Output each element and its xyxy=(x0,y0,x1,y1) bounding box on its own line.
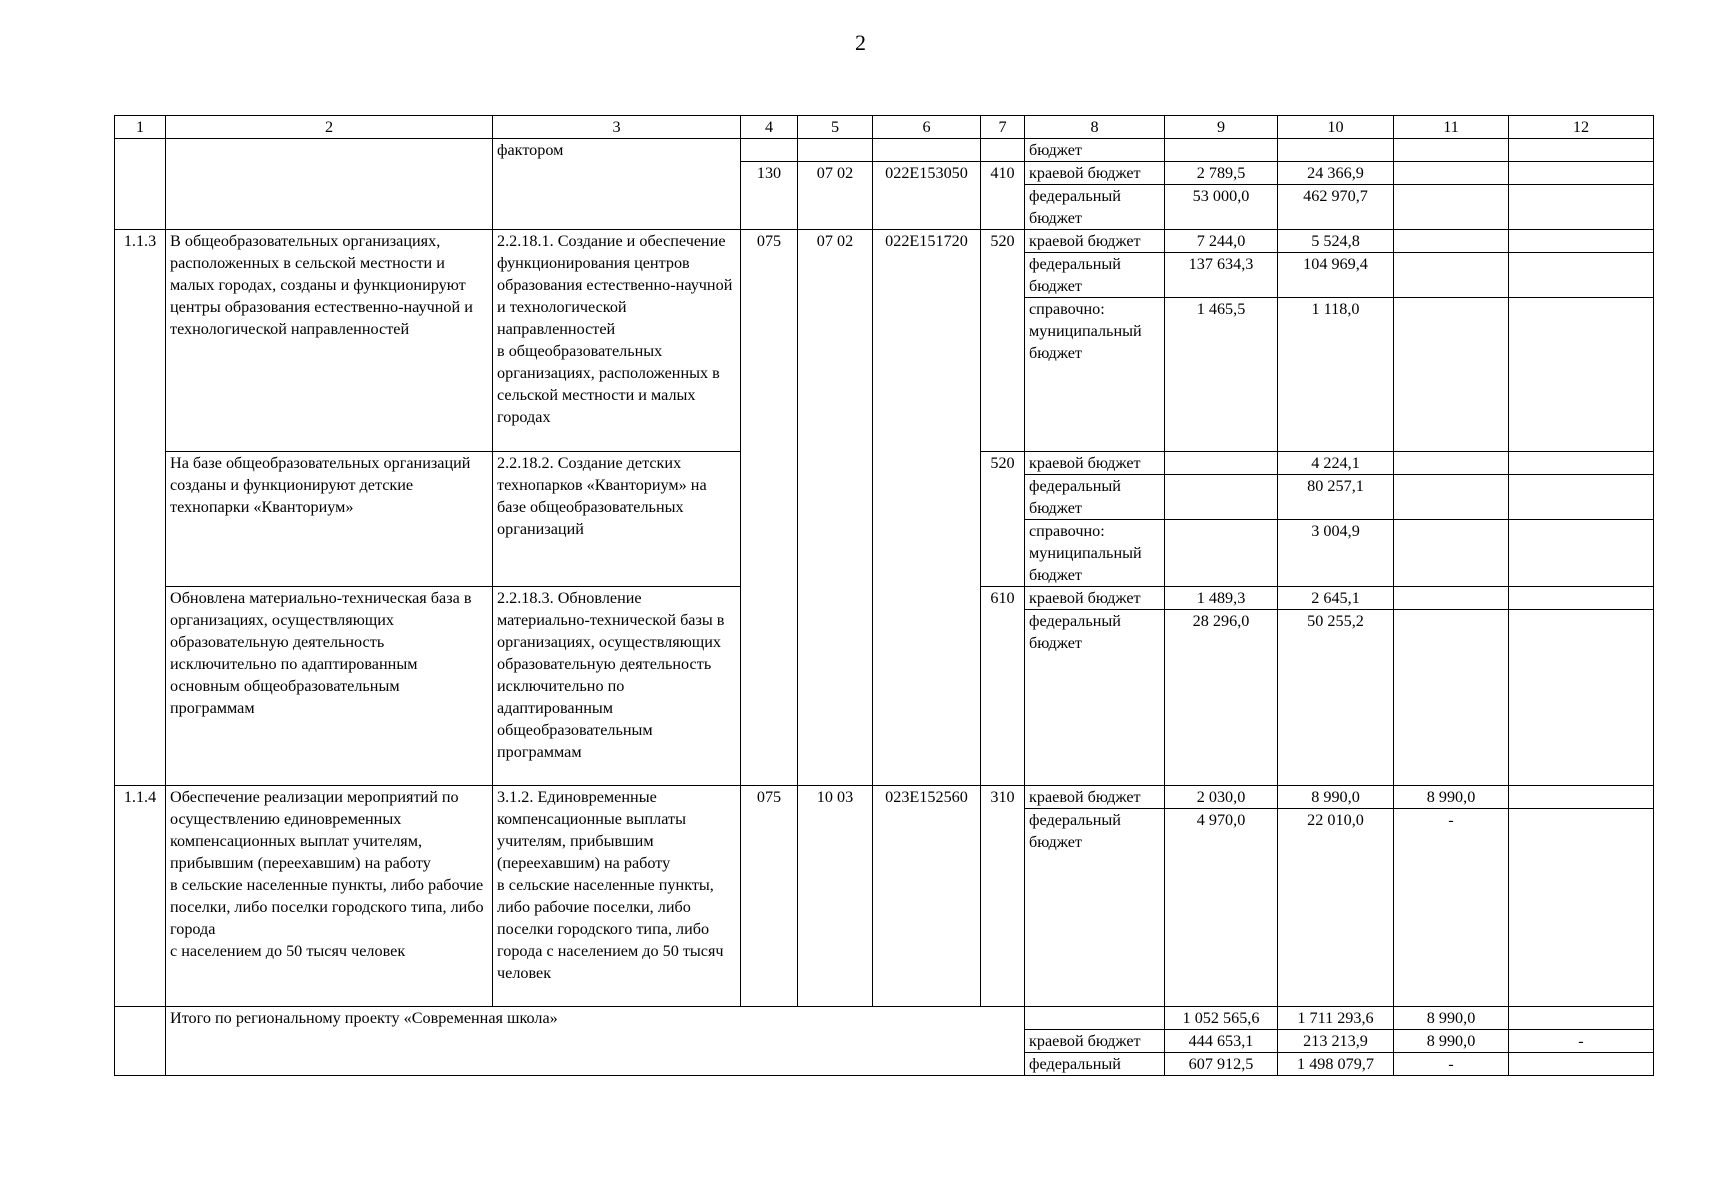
target-article-cell xyxy=(873,139,981,162)
result-cell: В общеобразовательных организациях, расположенных в сельской местности и малых городах, созданы и функционируют центры образования естественно-научной и технологической направленностей xyxy=(166,230,493,452)
value-cell: 4 970,0 xyxy=(1165,809,1278,1007)
target-article-cell: 022E153050 xyxy=(873,162,981,230)
value-cell: - xyxy=(1394,1053,1509,1076)
value-cell xyxy=(1394,610,1509,786)
value-cell xyxy=(1509,253,1654,298)
section-cell: 07 02 xyxy=(798,230,873,786)
header-cell: 3 xyxy=(493,116,741,139)
measure-cell: 2.2.18.1. Создание и обеспечение функционирования центров образования естественно-научной и технологической направленностей в общеобразовательных организациях, расположенных в сельской местности и малых городах xyxy=(493,230,741,452)
source-cell: краевой бюджет xyxy=(1025,786,1165,809)
value-cell: 444 653,1 xyxy=(1165,1030,1278,1053)
section-cell xyxy=(798,139,873,162)
value-cell xyxy=(1394,139,1509,162)
value-cell xyxy=(1509,139,1654,162)
header-row xyxy=(115,116,1654,139)
source-cell: справочно: муниципальный бюджет xyxy=(1025,520,1165,587)
value-cell: 2 030,0 xyxy=(1165,786,1278,809)
value-cell: 28 296,0 xyxy=(1165,610,1278,786)
value-cell: 22 010,0 xyxy=(1278,809,1394,1007)
header-cell: 4 xyxy=(741,116,798,139)
value-cell: 213 213,9 xyxy=(1278,1030,1394,1053)
value-cell xyxy=(1509,1053,1654,1076)
value-cell: 2 789,5 xyxy=(1165,162,1278,185)
result-cell: На базе общеобразовательных организаций созданы и функционируют детские технопарки «Кванториум» xyxy=(166,452,493,587)
target-article-cell: 022E151720 xyxy=(873,230,981,786)
row-number-cell xyxy=(115,139,166,230)
expense-type-cell: 310 xyxy=(981,786,1025,1007)
header-cell: 9 xyxy=(1165,116,1278,139)
value-cell xyxy=(1394,587,1509,610)
table-row xyxy=(115,786,1654,809)
result-cell: Обеспечение реализации мероприятий по осуществлению единовременных компенсационных выплат учителям, прибывшим (переехавшим) на работу в сельские населенные пункты, либо рабочие поселки, либо поселки городского типа, либо города с населением до 50 тысяч человек xyxy=(166,786,493,1007)
total-row xyxy=(115,1007,1654,1030)
value-cell: 8 990,0 xyxy=(1394,786,1509,809)
code-cell: 075 xyxy=(741,786,798,1007)
header-cell: 12 xyxy=(1509,116,1654,139)
value-cell: 607 912,5 xyxy=(1165,1053,1278,1076)
value-cell xyxy=(1165,452,1278,475)
value-cell xyxy=(1394,520,1509,587)
expense-type-cell: 410 xyxy=(981,162,1025,230)
value-cell: - xyxy=(1509,1030,1654,1053)
value-cell xyxy=(1509,809,1654,1007)
value-cell xyxy=(1509,1007,1654,1030)
expense-type-cell: 520 xyxy=(981,230,1025,452)
value-cell: 3 004,9 xyxy=(1278,520,1394,587)
value-cell xyxy=(1509,230,1654,253)
section-cell: 10 03 xyxy=(798,786,873,1007)
header-cell: 5 xyxy=(798,116,873,139)
section-cell: 07 02 xyxy=(798,162,873,230)
value-cell: 1 489,3 xyxy=(1165,587,1278,610)
code-cell: 130 xyxy=(741,162,798,230)
value-cell: 4 224,1 xyxy=(1278,452,1394,475)
value-cell xyxy=(1509,452,1654,475)
value-cell: 1 465,5 xyxy=(1165,298,1278,452)
expense-type-cell xyxy=(981,139,1025,162)
source-cell: краевой бюджет xyxy=(1025,587,1165,610)
value-cell: 1 711 293,6 xyxy=(1278,1007,1394,1030)
source-cell: справочно: муниципальный бюджет xyxy=(1025,298,1165,452)
header-cell: 6 xyxy=(873,116,981,139)
row-number-cell xyxy=(115,1007,166,1076)
header-cell: 2 xyxy=(166,116,493,139)
value-cell: 24 366,9 xyxy=(1278,162,1394,185)
source-cell: краевой бюджет xyxy=(1025,1030,1165,1053)
value-cell: 462 970,7 xyxy=(1278,185,1394,230)
row-number-cell: 1.1.4 xyxy=(115,786,166,1007)
source-cell: краевой бюджет xyxy=(1025,162,1165,185)
result-cell: Обновлена материально-техническая база в организациях, осуществляющих образовательную деятельность исключительно по адаптированным основным общеобразовательным программам xyxy=(166,587,493,786)
source-cell: федеральный бюджет xyxy=(1025,610,1165,786)
total-label-cell: Итого по региональному проекту «Современная школа» xyxy=(166,1007,1025,1076)
budget-table xyxy=(114,115,1654,1076)
source-cell xyxy=(1025,1007,1165,1030)
value-cell xyxy=(1165,520,1278,587)
value-cell xyxy=(1165,139,1278,162)
value-cell xyxy=(1509,786,1654,809)
expense-type-cell: 610 xyxy=(981,587,1025,786)
source-cell: федеральный бюджет xyxy=(1025,253,1165,298)
value-cell xyxy=(1509,185,1654,230)
value-cell: 1 052 565,6 xyxy=(1165,1007,1278,1030)
row-number-cell: 1.1.3 xyxy=(115,230,166,786)
value-cell: 104 969,4 xyxy=(1278,253,1394,298)
value-cell: 7 244,0 xyxy=(1165,230,1278,253)
value-cell xyxy=(1394,185,1509,230)
value-cell xyxy=(1278,139,1394,162)
header-cell: 11 xyxy=(1394,116,1509,139)
value-cell xyxy=(1509,587,1654,610)
table-row xyxy=(115,230,1654,253)
header-cell: 1 xyxy=(115,116,166,139)
value-cell xyxy=(1509,298,1654,452)
source-cell: федеральный бюджет xyxy=(1025,809,1165,1007)
value-cell xyxy=(1394,475,1509,520)
value-cell xyxy=(1509,162,1654,185)
source-cell: бюджет xyxy=(1025,139,1165,162)
source-cell: федеральный бюджет xyxy=(1025,185,1165,230)
header-cell: 8 xyxy=(1025,116,1165,139)
page-number: 2 xyxy=(855,30,866,55)
code-cell: 075 xyxy=(741,230,798,786)
measure-cell: 2.2.18.2. Создание детских технопарков «Кванториум» на базе общеобразовательных организаций xyxy=(493,452,741,587)
source-cell: федеральный бюджет xyxy=(1025,475,1165,520)
source-cell: краевой бюджет xyxy=(1025,230,1165,253)
value-cell: 5 524,8 xyxy=(1278,230,1394,253)
target-article-cell: 023E152560 xyxy=(873,786,981,1007)
measure-cell: фактором xyxy=(493,139,741,230)
value-cell: 50 255,2 xyxy=(1278,610,1394,786)
value-cell: 8 990,0 xyxy=(1278,786,1394,809)
value-cell xyxy=(1394,162,1509,185)
value-cell: 2 645,1 xyxy=(1278,587,1394,610)
header-cell: 7 xyxy=(981,116,1025,139)
value-cell: 8 990,0 xyxy=(1394,1007,1509,1030)
value-cell: 1 118,0 xyxy=(1278,298,1394,452)
value-cell xyxy=(1509,520,1654,587)
value-cell: 80 257,1 xyxy=(1278,475,1394,520)
value-cell xyxy=(1509,610,1654,786)
value-cell xyxy=(1394,452,1509,475)
source-cell: краевой бюджет xyxy=(1025,452,1165,475)
value-cell: 8 990,0 xyxy=(1394,1030,1509,1053)
value-cell xyxy=(1394,253,1509,298)
value-cell xyxy=(1394,298,1509,452)
value-cell: 1 498 079,7 xyxy=(1278,1053,1394,1076)
expense-type-cell: 520 xyxy=(981,452,1025,587)
code-cell xyxy=(741,139,798,162)
value-cell xyxy=(1165,475,1278,520)
header-cell: 10 xyxy=(1278,116,1394,139)
value-cell: 137 634,3 xyxy=(1165,253,1278,298)
table-row xyxy=(115,139,1654,162)
source-cell: федеральный xyxy=(1025,1053,1165,1076)
measure-cell: 2.2.18.3. Обновление материально-технической базы в организациях, осуществляющих образовательную деятельность исключительно по адаптированным общеобразовательным программам xyxy=(493,587,741,786)
result-cell xyxy=(166,139,493,230)
measure-cell: 3.1.2. Единовременные компенсационные выплаты учителям, прибывшим (переехавшим) на работу в сельские населенные пункты, либо рабочие поселки, либо поселки городского типа, либо города с населением до 50 тысяч человек xyxy=(493,786,741,1007)
value-cell: 53 000,0 xyxy=(1165,185,1278,230)
value-cell xyxy=(1394,230,1509,253)
value-cell xyxy=(1509,475,1654,520)
value-cell: - xyxy=(1394,809,1509,1007)
